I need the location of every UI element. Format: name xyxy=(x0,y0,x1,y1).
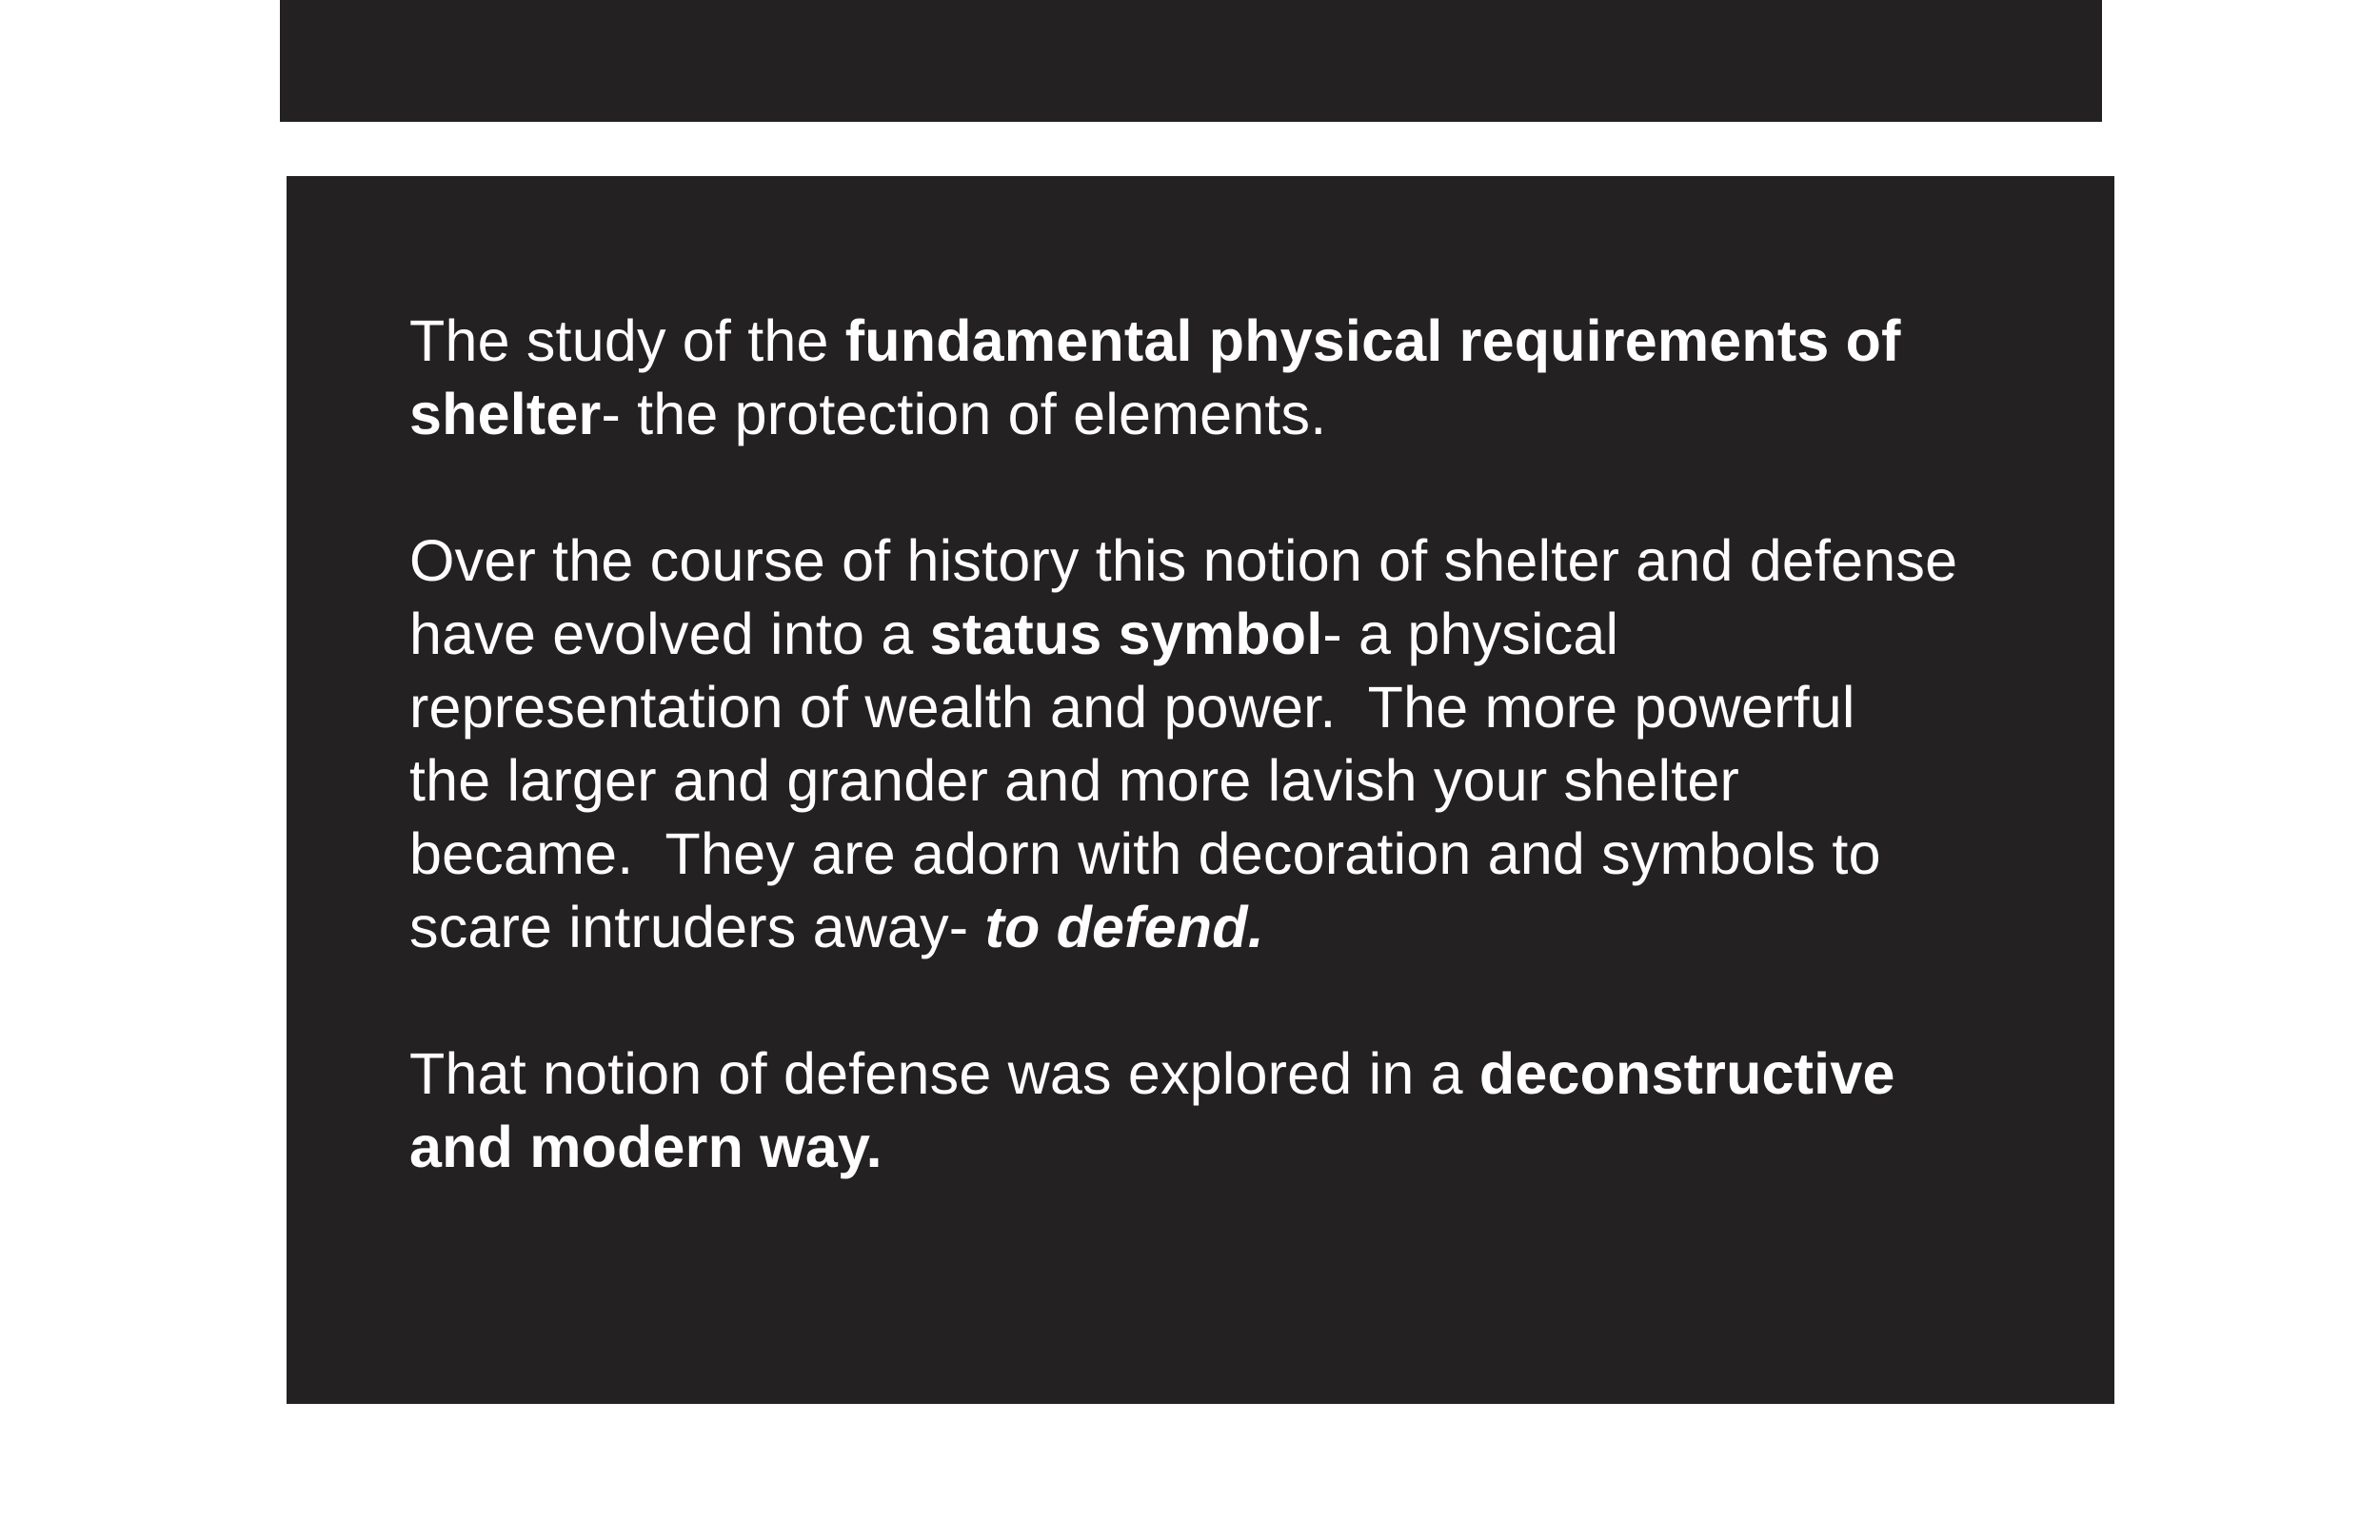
text-run-bold-italic: to defend. xyxy=(984,895,1264,959)
paragraph-status-symbol xyxy=(409,524,2085,964)
text-panel xyxy=(287,176,2114,1404)
text-line xyxy=(409,524,2085,598)
paragraph-shelter-definition xyxy=(409,305,2085,451)
text-run: Over the course of history this notion of shelter and defense xyxy=(409,528,1958,593)
text-run: The study of the xyxy=(409,308,845,373)
text-run-bold: status symbol xyxy=(929,602,1323,666)
text-line xyxy=(409,1037,2085,1111)
text-run: representation of wealth and power. The more powerful xyxy=(409,675,1855,740)
body-text xyxy=(409,305,2085,1257)
text-run: - the protection of elements. xyxy=(601,382,1327,446)
top-banner-bar xyxy=(280,0,2102,122)
text-run-bold: shelter xyxy=(409,382,602,446)
text-line xyxy=(409,598,2085,671)
text-run: the larger and grander and more lavish your shelter xyxy=(409,748,1740,813)
text-line xyxy=(409,818,2085,891)
text-line xyxy=(409,305,2085,378)
text-run: That notion of defense was explored in a xyxy=(409,1041,1479,1106)
text-run: - a physical xyxy=(1322,602,1619,666)
text-run: became. They are adorn with decoration and symbols to xyxy=(409,821,1881,886)
text-line xyxy=(409,1111,2085,1184)
text-run-bold: fundamental physical requirements of xyxy=(844,308,1901,373)
text-line xyxy=(409,891,2085,964)
text-run-bold: and modern way. xyxy=(409,1115,883,1179)
text-line xyxy=(409,671,2085,744)
text-run: have evolved into a xyxy=(409,602,930,666)
text-line xyxy=(409,378,2085,451)
paragraph-deconstructive xyxy=(409,1037,2085,1184)
text-line xyxy=(409,744,2085,818)
text-run: scare intruders away- xyxy=(409,895,985,959)
text-run-bold: deconstructive xyxy=(1478,1041,1895,1106)
